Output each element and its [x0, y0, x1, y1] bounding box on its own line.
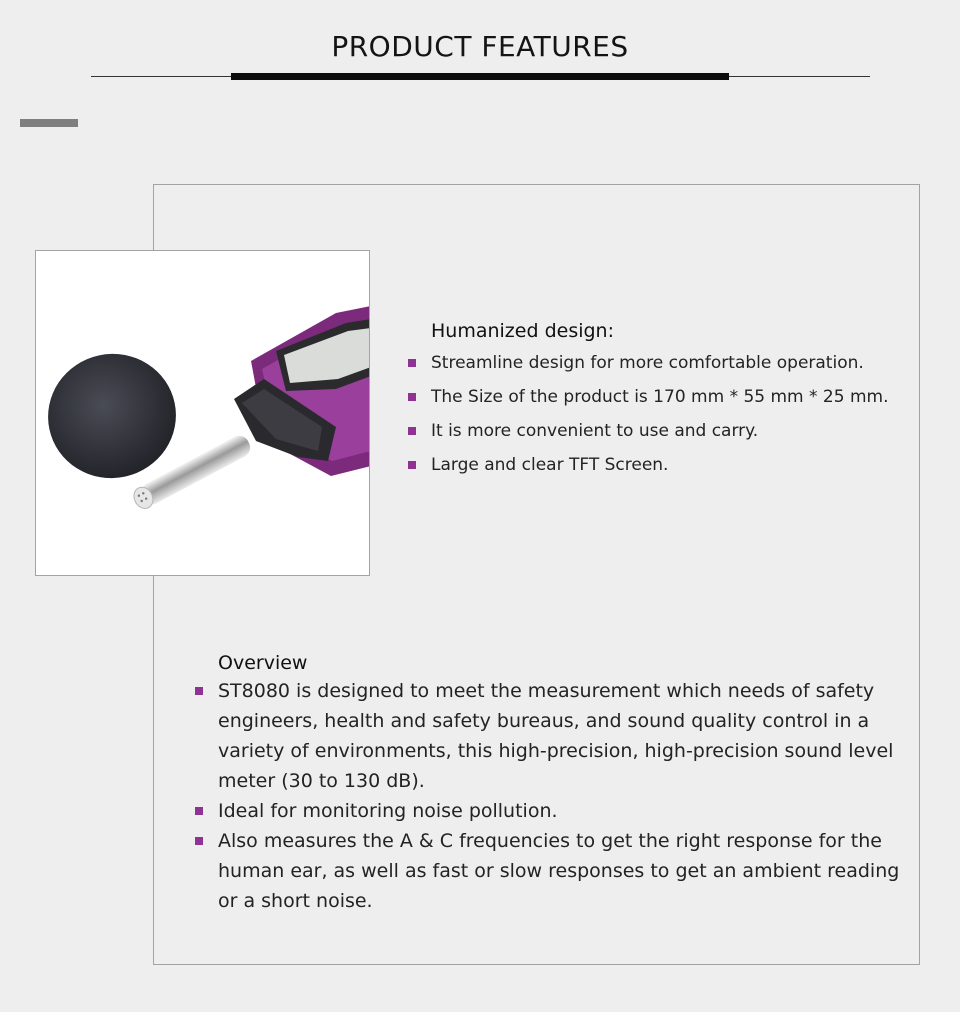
- bullet-square-icon: [408, 427, 416, 435]
- bullet-square-icon: [408, 461, 416, 469]
- bullet-square-icon: [408, 359, 416, 367]
- title-thick-rule: [231, 73, 729, 80]
- features-list: [431, 346, 911, 482]
- page-title: PRODUCT FEATURES: [331, 30, 629, 63]
- bullet-square-icon: [408, 393, 416, 401]
- bullet-square-icon: [195, 687, 203, 695]
- list-item: Also measures the A & C frequencies to get the right response for the human ear, as well as fast or slow responses to get an ambient reading or a short noise.: [218, 826, 908, 916]
- product-photo: [35, 250, 370, 576]
- overview-title: Overview: [218, 652, 308, 674]
- list-item: Large and clear TFT Screen.: [431, 448, 911, 482]
- gray-tab-marker: [20, 119, 78, 127]
- list-item: ST8080 is designed to meet the measurement which needs of safety engineers, health and safety bureaus, and sound quality control in a variety of environments, this high-precision, high-precision sound level meter (30 to 130 dB).: [218, 676, 908, 796]
- bullet-square-icon: [195, 807, 203, 815]
- features-title: Humanized design:: [431, 320, 614, 342]
- list-item: Streamline design for more comfortable operation.: [431, 346, 911, 380]
- features-section: [431, 320, 911, 482]
- list-item: It is more convenient to use and carry.: [431, 414, 911, 448]
- bullet-square-icon: [195, 837, 203, 845]
- overview-section: [218, 652, 908, 916]
- overview-list: [218, 676, 908, 916]
- list-item: Ideal for monitoring noise pollution.: [218, 796, 908, 826]
- sound-level-meter-illustration: [36, 251, 369, 575]
- list-item: The Size of the product is 170 mm * 55 mm * 25 mm.: [431, 380, 911, 414]
